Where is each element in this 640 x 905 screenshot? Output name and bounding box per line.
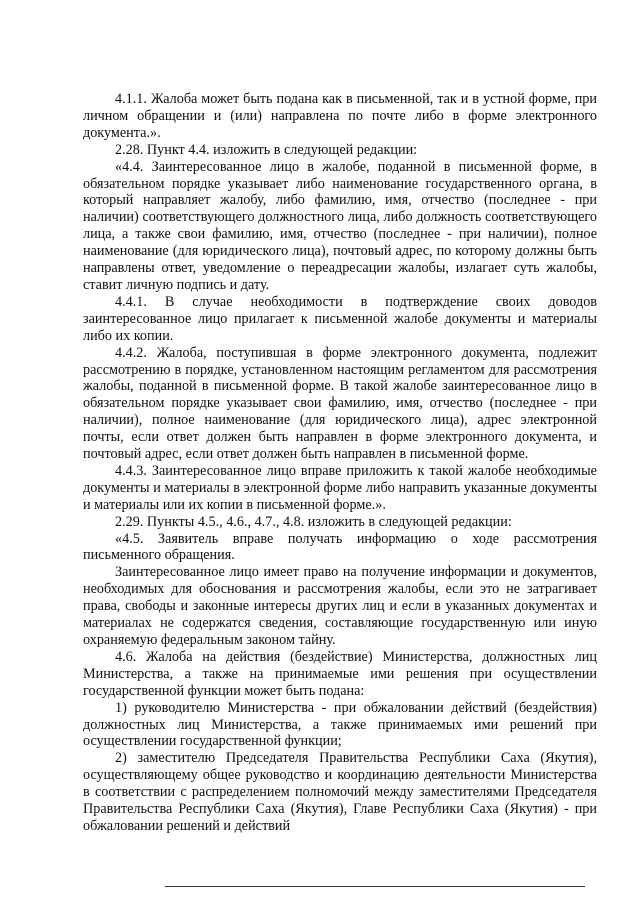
paragraph-4-1-1: 4.1.1. Жалоба может быть подана как в письменной, так и в устной форме, при личном обращении и (или) направлена по почте либо в форме электронного документа.». [83,91,597,141]
paragraph-4-6-item-2: 2) заместителю Председателя Правительства Республики Саха (Якутия), осуществляющему общее руководство и координацию деятельности Министерства в соответствии с распределением полномочий между заместителями Председателя Правительства Республики Саха (Якутия), Главе Республики Саха (Якутия) - при обжаловании решений и действий [83,750,597,834]
paragraph-4-6-item-1: 1) руководителю Министерства - при обжаловании действий (бездействия) должностных лиц Министерства, а также принимаемых ими решений при осуществлении государственной функции; [83,699,597,750]
paragraph-4-4-3: 4.4.3. Заинтересованное лицо вправе приложить к такой жалобе необходимые документы и материалы в электронной форме либо направить указанные документы и материалы или их копии в письменной форме.». [83,462,597,513]
document-body [83,91,597,835]
paragraph-4-5-information-rights: Заинтересованное лицо имеет право на получение информации и документов, необходимых для обоснования и рассмотрения жалобы, если это не затрагивает права, свободы и законные интересы других лиц и если в указанных документах и материалах не содержатся сведения, составляющие государственную или иную охраняемую федеральным законом тайну. [83,564,597,648]
paragraph-2-29: 2.29. Пункты 4.5., 4.6., 4.7., 4.8. изложить в следующей редакции: [115,513,512,530]
paragraph-2-28: 2.28. Пункт 4.4. изложить в следующей редакции: [115,141,418,158]
paragraph-4-4-2: 4.4.2. Жалоба, поступившая в форме электронного документа, подлежит рассмотрению в порядке, установленном настоящим регламентом для рассмотрения жалобы, поданной в письменной форме. В такой жалобе заинтересованное лицо в обязательном порядке указывает свои фамилию, имя, отчество (последнее - при наличии), полное наименование (для юридического лица), адрес электронной почты, если ответ должен быть направлен в форме электронного документа, и почтовый адрес, если ответ должен быть направлен в письменной форме. [83,344,597,463]
paragraph-4-5: «4.5. Заявитель вправе получать информацию о ходе рассмотрения письменного обращения. [83,530,597,564]
footer-divider [165,886,585,887]
paragraph-4-4-1: 4.4.1. В случае необходимости в подтверждение своих доводов заинтересованное лицо прилагает к письменной жалобе документы и материалы либо их копии. [83,293,597,344]
paragraph-4-6: 4.6. Жалоба на действия (бездействие) Министерства, должностных лиц Министерства, а также на принимаемые ими решения при осуществлении государственной функции может быть подана: [83,648,597,699]
paragraph-4-4: «4.4. Заинтересованное лицо в жалобе, поданной в письменной форме, в обязательном порядке указывает либо наименование государственного органа, в который направляет жалобу, либо фамилию, имя, отчество (последнее - при наличии) соответствующего должностного лица, либо должность соответствующего лица, а также свои фамилию, имя, отчество (последнее - при наличии), полное наименование (для юридического лица), почтовый адрес, по которому должны быть направлены ответ, уведомление о переадресации жалобы, излагает суть жалобы, ставит личную подпись и дату. [83,158,597,293]
